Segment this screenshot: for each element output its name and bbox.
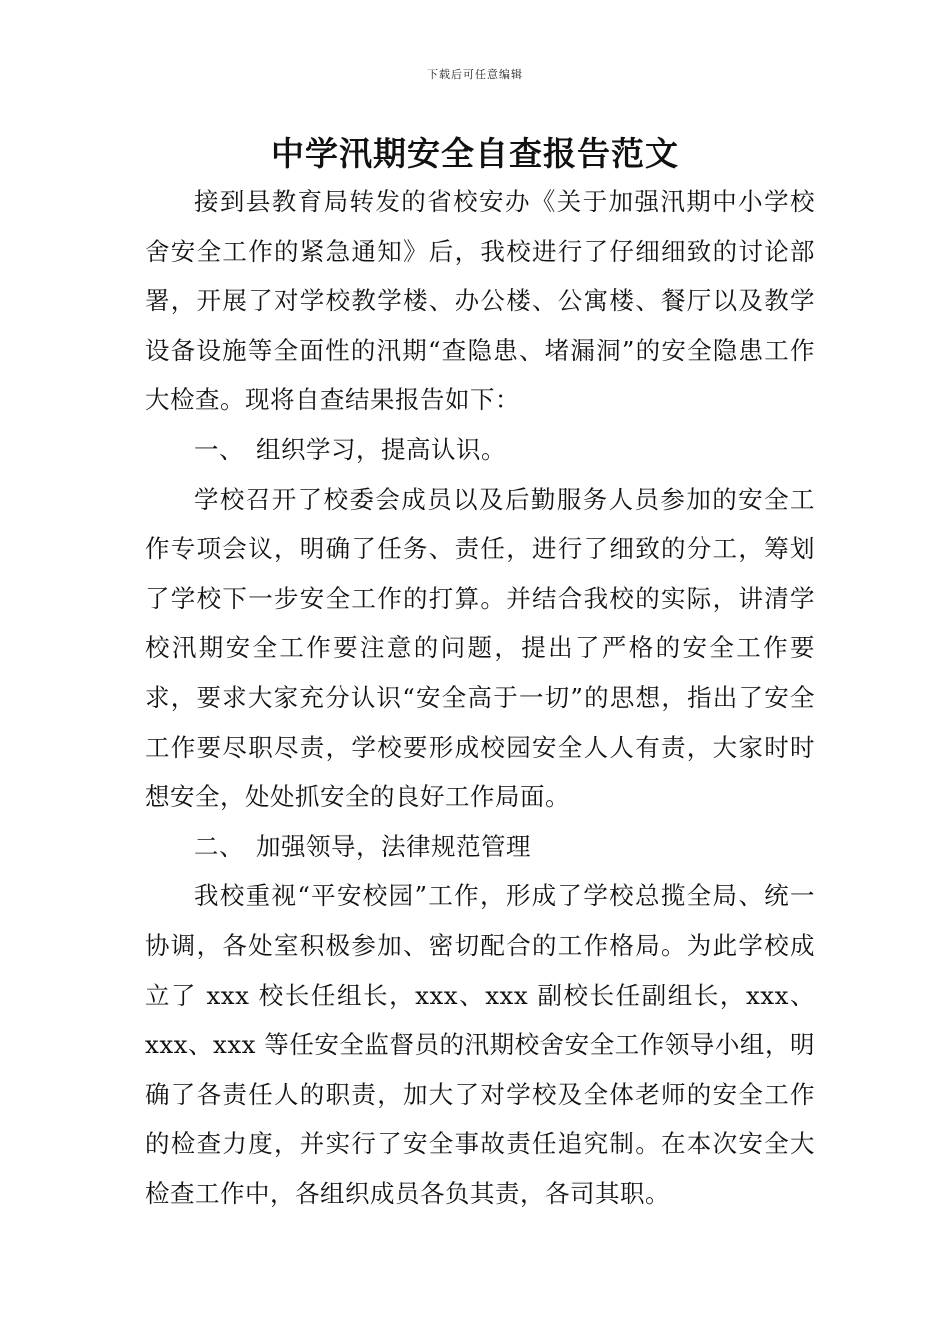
section-heading-1 — [145, 425, 815, 475]
section-number-2: 二、 — [194, 831, 244, 861]
section-number-1: 一、 — [194, 434, 244, 464]
section-body-1: 学校召开了校委会成员以及后勤服务人员参加的安全工作专项会议，明确了任务、责任，进行了细致的分工，筹划了学校下一步安全工作的打算。并结合我校的实际，讲清学校汛期安全工作要注意的问题，提出了严格的安全工作要求，要求大家充分认识“安全高于一切”的思想，指出了安全工作要尽职尽责，学校要形成校园安全人人有责，大家时时想安全，处处抓安全的良好工作局面。 — [145, 484, 815, 812]
section-heading-text-1: 组织学习，提高认识。 — [256, 434, 506, 464]
document-title: 中学汛期安全自查报告范文 — [271, 134, 679, 173]
document-body — [145, 177, 815, 1218]
section-heading-2 — [145, 822, 815, 872]
intro-paragraph: 接到县教育局转发的省校安办《关于加强汛期中小学校舍安全工作的紧急通知》后，我校进行了仔细细致的讨论部署，开展了对学校教学楼、办公楼、公寓楼、餐厅以及教学设备设施等全面性的汛期“查隐患、堵漏洞”的安全隐患工作大检查。现将自查结果报告如下： — [145, 187, 815, 415]
section-body-2: 我校重视“平安校园”工作，形成了学校总揽全局、统一协调，各处室积极参加、密切配合的工作格局。为此学校成立了 xxx 校长任组长，xxx、xxx 副校长任副组长，xxx、xxx、xxx 等任安全监督员的汛期校舍安全工作领导小组，明确了各责任人的职责，加大了对学校及全体老师的安全工作的检查力度，并实行了安全事故责任追究制。在本次安全大检查工作中，各组织成员各负其责，各司其职。 — [145, 881, 815, 1208]
header-note: 下载后可任意编辑 — [427, 68, 523, 81]
section-heading-text-2: 加强领导，法律规范管理 — [256, 831, 531, 861]
